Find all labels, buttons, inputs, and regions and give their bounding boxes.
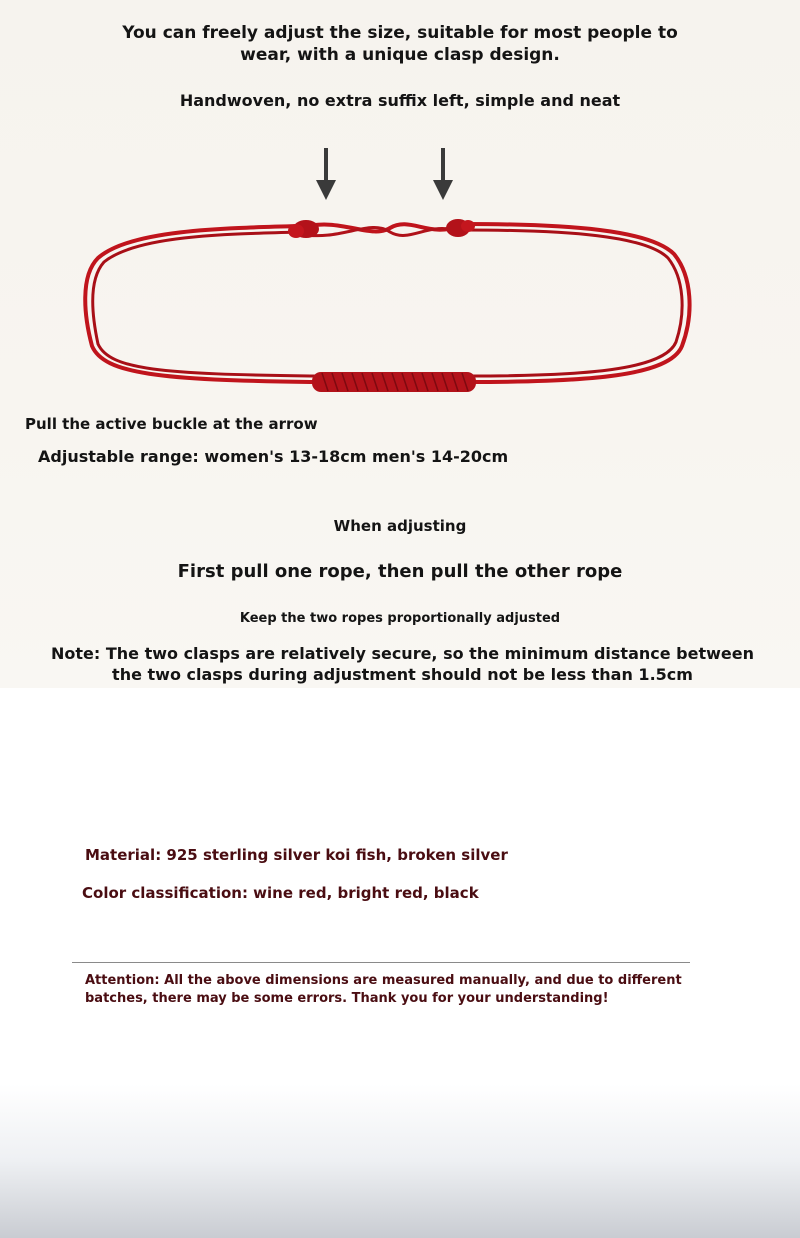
attention-note: Attention: All the above dimensions are measured manually, and due to different batches, there may be some errors. Thank you for your understanding!: [85, 973, 682, 1006]
down-arrow-icon: [431, 148, 455, 202]
adjustable-range-label: Adjustable range: women's 13-18cm men's 14-20cm: [38, 447, 509, 466]
intro-line-handwoven: Handwoven, no extra suffix left, simple and neat: [179, 91, 621, 110]
color-classification-spec: Color classification: wine red, bright red, black: [82, 884, 479, 902]
material-spec: Material: 925 sterling silver koi fish, broken silver: [85, 846, 508, 864]
divider: [72, 962, 690, 963]
down-arrow-icon: [314, 148, 338, 202]
pull-rope-instruction: First pull one rope, then pull the other rope: [177, 561, 623, 582]
pull-buckle-label: Pull the active buckle at the arrow: [25, 415, 318, 433]
when-adjusting-heading: When adjusting: [333, 517, 467, 535]
spec-panel: [0, 688, 800, 1238]
proportional-note: Keep the two ropes proportionally adjusted: [239, 611, 561, 626]
clasp-distance-note: Note: The two clasps are relatively secure, so the minimum distance between the two clasps during adjustment should not be less than 1.5cm: [51, 644, 754, 684]
intro-line-adjustable: You can freely adjust the size, suitable for most people to wear, with a unique clasp design.: [122, 23, 678, 65]
red-rope-bracelet: [70, 196, 710, 416]
